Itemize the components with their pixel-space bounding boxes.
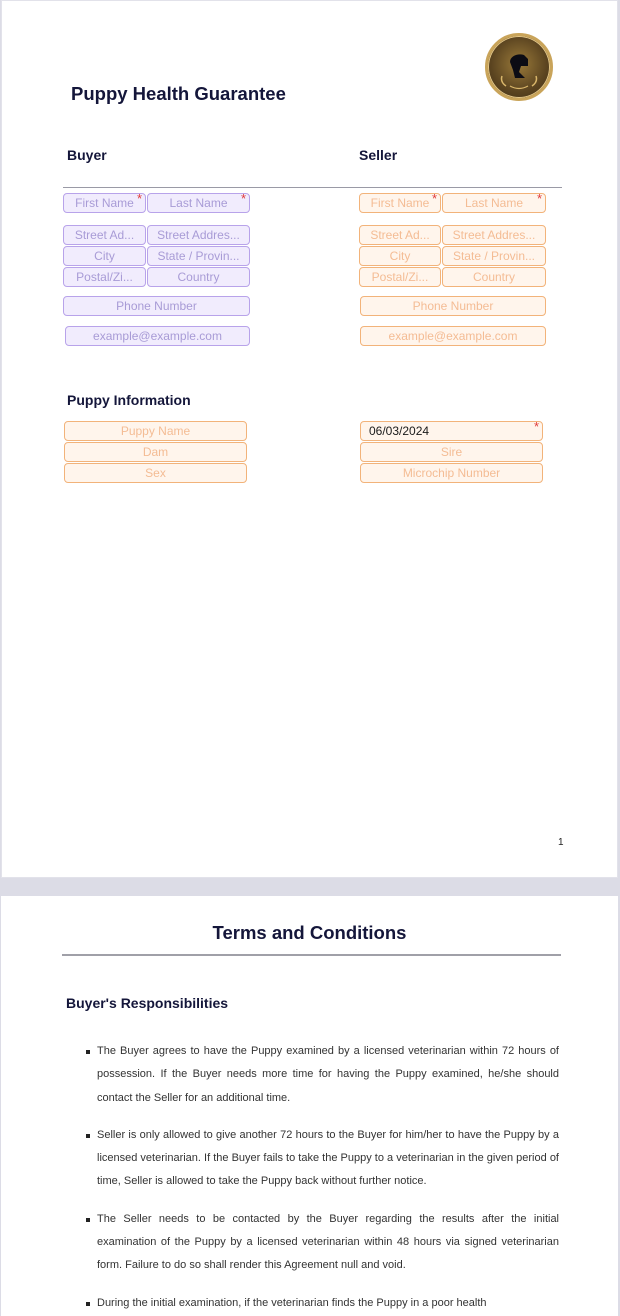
seller-first-name-placeholder: First Name xyxy=(370,196,430,210)
seller-heading: Seller xyxy=(359,147,398,163)
buyer-country-field[interactable]: Country xyxy=(147,267,250,287)
seller-phone-field[interactable]: Phone Number xyxy=(360,296,546,316)
microchip-number-field[interactable]: Microchip Number xyxy=(360,463,543,483)
page-title: Puppy Health Guarantee xyxy=(71,83,286,104)
document-page-1 xyxy=(1,0,618,878)
buyer-first-name-field[interactable] xyxy=(63,193,146,213)
terms-title: Terms and Conditions xyxy=(212,922,407,943)
required-asterisk-icon: * xyxy=(533,421,539,434)
seller-first-name-field[interactable] xyxy=(359,193,441,213)
terms-list xyxy=(97,1040,559,1316)
section-divider xyxy=(63,187,562,188)
dam-field[interactable]: Dam xyxy=(64,442,247,462)
seller-last-name-field[interactable] xyxy=(442,193,546,213)
seller-postal-field[interactable]: Postal/Zi... xyxy=(359,267,441,287)
buyer-postal-field[interactable]: Postal/Zi... xyxy=(63,267,146,287)
logo-dog-emblem-icon xyxy=(485,33,553,101)
buyers-responsibilities-heading: Buyer's Responsibilities xyxy=(66,995,229,1011)
puppy-information-heading: Puppy Information xyxy=(67,392,191,408)
buyer-city-field[interactable]: City xyxy=(63,246,146,266)
list-item: The Buyer agrees to have the Puppy examined by a licensed veterinarian within 72 hours of possession. If the Buyer needs more time for having the Puppy examined, he/she should contact the Seller for an additional time. xyxy=(97,1040,559,1110)
buyer-email-field[interactable]: example@example.com xyxy=(65,326,250,346)
terms-divider xyxy=(62,954,561,956)
required-asterisk-icon: * xyxy=(136,193,142,206)
required-asterisk-icon: * xyxy=(431,193,437,206)
required-asterisk-icon: * xyxy=(536,193,542,206)
seller-country-field[interactable]: Country xyxy=(442,267,546,287)
buyer-last-name-field[interactable] xyxy=(147,193,250,213)
list-item: During the initial examination, if the veterinarian finds the Puppy in a poor health xyxy=(97,1292,559,1315)
page-number: 1 xyxy=(558,837,564,848)
seller-street-address-line2-field[interactable]: Street Addres... xyxy=(442,225,546,245)
seller-city-field[interactable]: City xyxy=(359,246,441,266)
list-item: Seller is only allowed to give another 72 hours to the Buyer for him/her to have the Puppy by a licensed veterinarian. If the Buyer fails to take the Puppy to a veterinarian in the given period of time, Seller is allowed to take the Puppy back without further notice. xyxy=(97,1124,559,1194)
sire-field[interactable]: Sire xyxy=(360,442,543,462)
buyer-phone-field[interactable]: Phone Number xyxy=(63,296,250,316)
document-page-2 xyxy=(1,896,618,1316)
buyer-heading: Buyer xyxy=(67,147,107,163)
required-asterisk-icon: * xyxy=(240,193,246,206)
buyer-state-field[interactable]: State / Provin... xyxy=(147,246,250,266)
date-field[interactable] xyxy=(360,421,543,441)
sex-field[interactable]: Sex xyxy=(64,463,247,483)
date-value: 06/03/2024 xyxy=(369,424,430,438)
puppy-name-field[interactable]: Puppy Name xyxy=(64,421,247,441)
seller-street-address-field[interactable]: Street Ad... xyxy=(359,225,441,245)
buyer-street-address-line2-field[interactable]: Street Addres... xyxy=(147,225,250,245)
seller-email-field[interactable]: example@example.com xyxy=(360,326,546,346)
buyer-first-name-placeholder: First Name xyxy=(75,196,134,210)
seller-state-field[interactable]: State / Provin... xyxy=(442,246,546,266)
seller-last-name-placeholder: Last Name xyxy=(464,196,524,210)
buyer-street-address-field[interactable]: Street Ad... xyxy=(63,225,146,245)
buyer-last-name-placeholder: Last Name xyxy=(169,196,228,210)
list-item: The Seller needs to be contacted by the Buyer regarding the results after the initial examination of the Puppy by a licensed veterinarian within 48 hours via signed veterinarian form. Failure to do so shall render this Agreement null and void. xyxy=(97,1208,559,1278)
